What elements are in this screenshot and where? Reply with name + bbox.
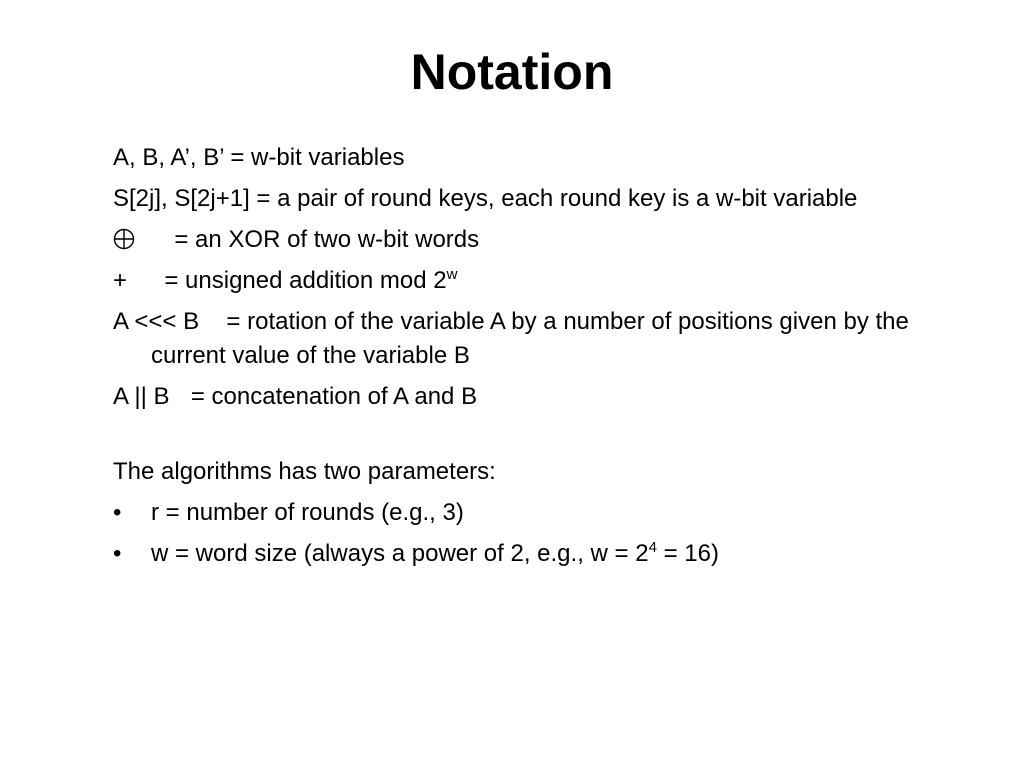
bullet-dot-icon: • (113, 499, 122, 526)
parameter-word-size-superscript: 4 (648, 539, 657, 556)
parameter-rounds (113, 496, 913, 530)
slide-title: Notation (410, 44, 614, 100)
notation-variables (113, 141, 913, 175)
notation-rotation-operator: A <<< B (113, 308, 200, 335)
notation-concatenation-operator: A || B (113, 383, 170, 410)
parameter-word-size-text-before: w = word size (always a power of 2, e.g., w = 2 (151, 540, 649, 567)
notation-rotation (113, 305, 913, 373)
notation-addition-text: = unsigned addition mod 2 (164, 267, 447, 294)
notation-addition (113, 264, 913, 298)
notation-xor-text: = an XOR of two w-bit words (174, 226, 480, 253)
xor-icon (113, 228, 135, 250)
notation-concatenation (113, 380, 913, 414)
notation-variables-text: A, B, A’, B’ = w-bit variables (113, 144, 405, 171)
parameter-word-size-text-after: = 16) (656, 540, 719, 567)
notation-rotation-text: = rotation of the variable A by a number of positions given by the current value of the variable B (151, 308, 909, 369)
notation-concatenation-text: = concatenation of A and B (190, 383, 478, 410)
notation-addition-superscript: w (446, 266, 458, 283)
parameter-word-size (113, 537, 913, 571)
notation-round-keys-text: S[2j], S[2j+1] = a pair of round keys, each round key is a w-bit variable (113, 185, 858, 212)
notation-list (113, 141, 913, 578)
section-gap (113, 421, 913, 455)
notation-round-keys (113, 182, 913, 216)
parameters-heading: The algorithms has two parameters: (113, 458, 496, 485)
notation-xor (113, 223, 913, 257)
parameter-rounds-text: r = number of rounds (e.g., 3) (151, 499, 464, 526)
bullet-dot-icon: • (113, 540, 122, 567)
notation-addition-operator: + (113, 267, 128, 294)
